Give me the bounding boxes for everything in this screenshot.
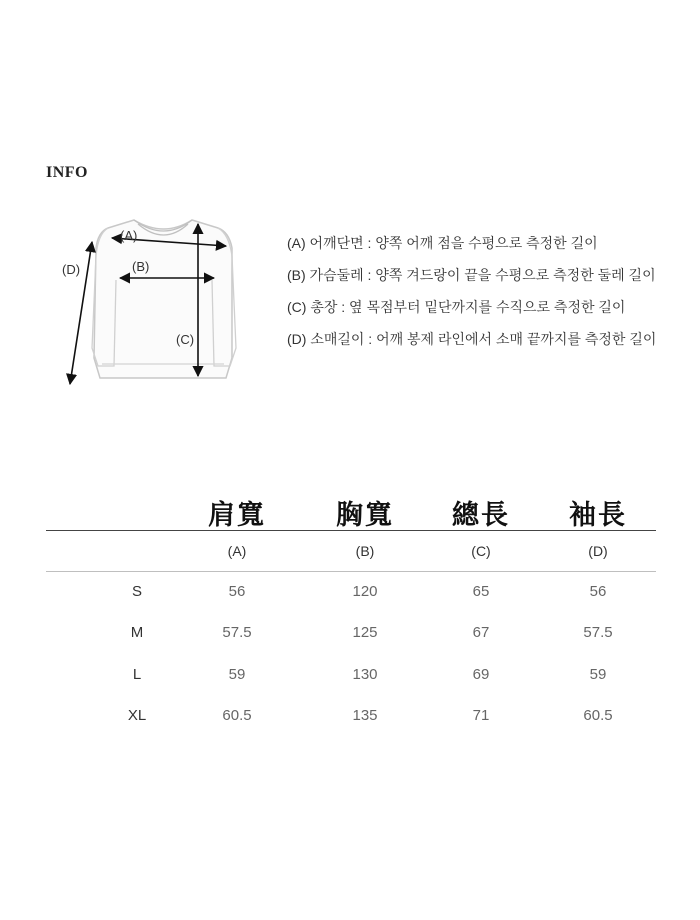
value-length: 65 — [472, 583, 490, 600]
value-sleeve: 60.5 — [583, 707, 613, 724]
sweater-measurement-diagram — [56, 208, 256, 393]
diagram-label-d: (D) — [62, 262, 81, 277]
info-title: INFO — [46, 164, 88, 181]
measurement-definitions — [287, 232, 656, 360]
definition-d: (D) 소매길이 : 어깨 봉제 라인에서 소매 끝까지를 측정한 길이 — [287, 331, 657, 347]
header-length: 總長 — [452, 500, 510, 531]
value-length: 69 — [472, 666, 490, 683]
table-row — [46, 622, 656, 644]
value-sleeve: 56 — [589, 583, 607, 600]
diagram-label-a: (A) — [120, 228, 138, 243]
letter-a: (A) — [227, 543, 247, 559]
value-shoulder: 56 — [228, 583, 246, 600]
letter-c: (C) — [471, 543, 491, 559]
sweater-illustration — [56, 208, 256, 393]
value-chest: 120 — [352, 583, 378, 600]
value-shoulder: 57.5 — [222, 624, 252, 641]
size-label: L — [132, 666, 142, 683]
size-label: M — [130, 624, 144, 641]
value-chest: 130 — [352, 666, 378, 683]
value-sleeve: 57.5 — [583, 624, 613, 641]
header-chest: 胸寬 — [336, 500, 394, 531]
value-shoulder: 60.5 — [222, 707, 252, 724]
definition-a: (A) 어깨단면 : 양쪽 어깨 점을 수평으로 측정한 길이 — [287, 235, 598, 251]
value-length: 67 — [472, 624, 490, 641]
value-sleeve: 59 — [589, 666, 607, 683]
size-table-header — [46, 486, 656, 532]
value-shoulder: 59 — [228, 666, 246, 683]
table-row — [46, 664, 656, 686]
diagram-label-b: (B) — [132, 259, 150, 274]
table-letter-row — [46, 540, 656, 562]
size-label: XL — [127, 707, 147, 724]
letter-d: (D) — [588, 543, 608, 559]
table-header-rule — [46, 571, 656, 572]
value-chest: 125 — [352, 624, 378, 641]
definition-b: (B) 가슴둘레 : 양쪽 겨드랑이 끝을 수평으로 측정한 둘레 길이 — [287, 267, 656, 283]
table-row — [46, 705, 656, 727]
size-label: S — [131, 583, 142, 600]
value-length: 71 — [472, 707, 490, 724]
definition-c: (C) 총장 : 옆 목점부터 밑단까지를 수직으로 측정한 길이 — [287, 299, 626, 315]
diagram-label-c: (C) — [176, 332, 195, 347]
header-sleeve: 袖長 — [569, 500, 627, 531]
value-chest: 135 — [352, 707, 378, 724]
table-top-rule — [46, 530, 656, 531]
header-shoulder: 肩寬 — [208, 500, 266, 531]
letter-b: (B) — [355, 543, 375, 559]
table-row — [46, 581, 656, 603]
